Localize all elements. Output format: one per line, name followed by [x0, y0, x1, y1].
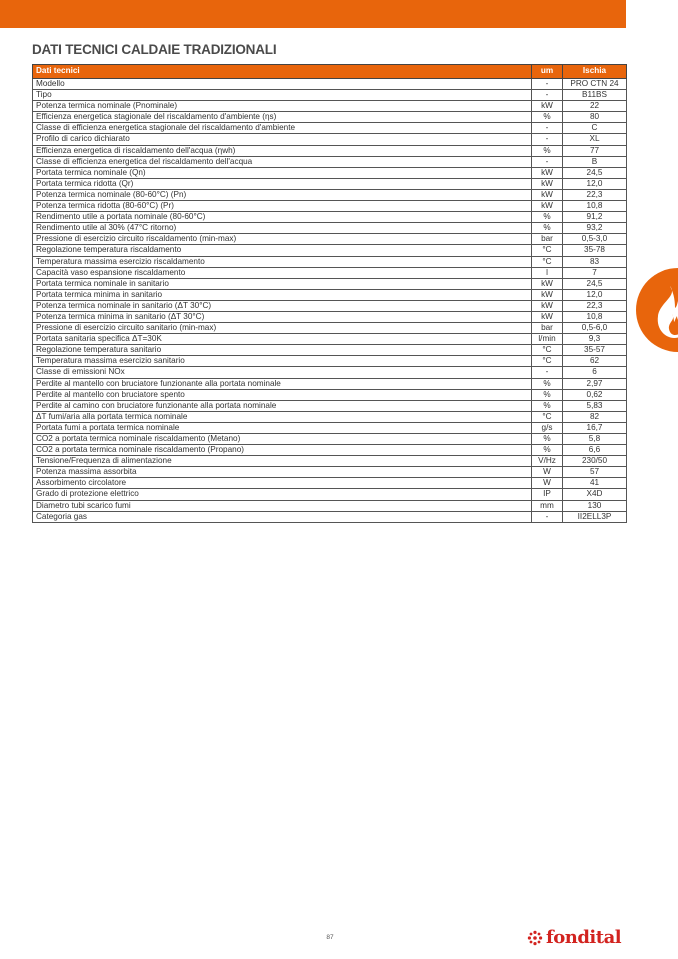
table-row — [33, 201, 627, 212]
row-value: 22,3 — [563, 189, 627, 200]
table-row — [33, 356, 627, 367]
table-row — [33, 389, 627, 400]
row-parameter: Classe di emissioni NOx — [33, 367, 532, 378]
table-row — [33, 445, 627, 456]
row-value: 9,3 — [563, 334, 627, 345]
row-unit: bar — [532, 323, 563, 334]
row-parameter: Assorbimento circolatore — [33, 478, 532, 489]
table-row — [33, 478, 627, 489]
table-row — [33, 434, 627, 445]
row-value: 77 — [563, 145, 627, 156]
row-unit: % — [532, 378, 563, 389]
top-orange-band — [0, 0, 626, 28]
table-row — [33, 456, 627, 467]
row-parameter: Regolazione temperatura riscaldamento — [33, 245, 532, 256]
row-parameter: Portata sanitaria specifica ΔT=30K — [33, 334, 532, 345]
row-unit: kW — [532, 300, 563, 311]
row-value: 10,8 — [563, 311, 627, 322]
row-value: 5,83 — [563, 400, 627, 411]
row-value: 6,6 — [563, 445, 627, 456]
row-unit: - — [532, 511, 563, 522]
row-parameter: Modello — [33, 79, 532, 90]
table-row — [33, 345, 627, 356]
row-value: 5,8 — [563, 434, 627, 445]
row-value: 10,8 — [563, 201, 627, 212]
row-unit: kW — [532, 278, 563, 289]
row-unit: kW — [532, 189, 563, 200]
row-value: 2,97 — [563, 378, 627, 389]
row-parameter: Portata termica nominale in sanitario — [33, 278, 532, 289]
row-unit: °C — [532, 245, 563, 256]
table-row — [33, 245, 627, 256]
table-row — [33, 378, 627, 389]
page-number: 87 — [326, 934, 334, 941]
row-value: B — [563, 156, 627, 167]
row-unit: % — [532, 400, 563, 411]
row-unit: kW — [532, 201, 563, 212]
row-unit: W — [532, 478, 563, 489]
table-row — [33, 467, 627, 478]
table-header-row — [33, 65, 627, 79]
row-parameter: Perdite al mantello con bruciatore funzionante alla portata nominale — [33, 378, 532, 389]
row-parameter: Potenza termica nominale (Pnominale) — [33, 101, 532, 112]
row-parameter: Perdite al camino con bruciatore funzionante alla portata nominale — [33, 400, 532, 411]
row-parameter: Tensione/Frequenza di alimentazione — [33, 456, 532, 467]
row-value: 93,2 — [563, 223, 627, 234]
table-row — [33, 234, 627, 245]
table-row — [33, 79, 627, 90]
row-parameter: Rendimento utile a portata nominale (80-60°C) — [33, 212, 532, 223]
row-value: 41 — [563, 478, 627, 489]
row-parameter: Categoria gas — [33, 511, 532, 522]
table-row — [33, 500, 627, 511]
row-parameter: Pressione di esercizio circuito sanitario (min-max) — [33, 323, 532, 334]
row-unit: l/min — [532, 334, 563, 345]
row-parameter: Temperatura massima esercizio sanitario — [33, 356, 532, 367]
row-value: 24,5 — [563, 278, 627, 289]
row-parameter: ΔT fumi/aria alla portata termica nominale — [33, 411, 532, 422]
table-row — [33, 300, 627, 311]
row-parameter: Efficienza energetica stagionale del riscaldamento d'ambiente (ηs) — [33, 112, 532, 123]
table-body — [33, 79, 627, 523]
row-value: 22,3 — [563, 300, 627, 311]
row-unit: V/Hz — [532, 456, 563, 467]
row-unit: kW — [532, 101, 563, 112]
table-row — [33, 411, 627, 422]
table-row — [33, 167, 627, 178]
row-unit: % — [532, 389, 563, 400]
row-parameter: CO2 a portata termica nominale riscaldamento (Propano) — [33, 445, 532, 456]
table-row — [33, 256, 627, 267]
row-unit: bar — [532, 234, 563, 245]
row-value: 91,2 — [563, 212, 627, 223]
row-parameter: Profilo di carico dichiarato — [33, 134, 532, 145]
row-parameter: Temperatura massima esercizio riscaldamento — [33, 256, 532, 267]
row-value: C — [563, 123, 627, 134]
table-row — [33, 156, 627, 167]
row-unit: % — [532, 445, 563, 456]
row-parameter: Capacità vaso espansione riscaldamento — [33, 267, 532, 278]
row-unit: kW — [532, 167, 563, 178]
row-value: 230/50 — [563, 456, 627, 467]
page-title: DATI TECNICI CALDAIE TRADIZIONALI — [32, 42, 277, 57]
table-row — [33, 311, 627, 322]
table-row — [33, 145, 627, 156]
table-row — [33, 223, 627, 234]
row-unit: - — [532, 90, 563, 101]
row-unit: % — [532, 223, 563, 234]
row-unit: kW — [532, 289, 563, 300]
row-parameter: Potenza termica nominale (80-60°C) (Pn) — [33, 189, 532, 200]
technical-data-table — [32, 64, 627, 523]
row-parameter: Portata termica nominale (Qn) — [33, 167, 532, 178]
row-parameter: Tipo — [33, 90, 532, 101]
table-row — [33, 511, 627, 522]
table-row — [33, 489, 627, 500]
table-row — [33, 334, 627, 345]
row-unit: kW — [532, 178, 563, 189]
brand-name: fondital — [546, 927, 622, 948]
row-value: 62 — [563, 356, 627, 367]
row-parameter: Regolazione temperatura sanitario — [33, 345, 532, 356]
row-value: 12,0 — [563, 178, 627, 189]
table-row — [33, 101, 627, 112]
table-row — [33, 134, 627, 145]
flame-badge — [636, 268, 678, 352]
row-parameter: Pressione di esercizio circuito riscaldamento (min-max) — [33, 234, 532, 245]
row-value: X4D — [563, 489, 627, 500]
row-unit: % — [532, 145, 563, 156]
row-parameter: Grado di protezione elettrico — [33, 489, 532, 500]
table-row — [33, 400, 627, 411]
row-value: 16,7 — [563, 422, 627, 433]
column-header-model: Ischia — [563, 65, 627, 79]
row-value: 24,5 — [563, 167, 627, 178]
row-parameter: Potenza termica minima in sanitario (ΔT 30°C) — [33, 311, 532, 322]
row-unit: kW — [532, 311, 563, 322]
row-unit: - — [532, 367, 563, 378]
table-row — [33, 178, 627, 189]
row-value: 7 — [563, 267, 627, 278]
row-parameter: Potenza massima assorbita — [33, 467, 532, 478]
fondital-flower-logo-icon — [527, 930, 543, 946]
row-parameter: Portata termica ridotta (Qr) — [33, 178, 532, 189]
row-value: 35-57 — [563, 345, 627, 356]
row-unit: - — [532, 134, 563, 145]
table-row — [33, 278, 627, 289]
row-unit: % — [532, 112, 563, 123]
column-header-unit: um — [532, 65, 563, 79]
row-parameter: Portata fumi a portata termica nominale — [33, 422, 532, 433]
row-unit: mm — [532, 500, 563, 511]
row-value: 6 — [563, 367, 627, 378]
row-value: 0,62 — [563, 389, 627, 400]
row-value: XL — [563, 134, 627, 145]
table-row — [33, 123, 627, 134]
row-value: B11BS — [563, 90, 627, 101]
table-row — [33, 267, 627, 278]
row-parameter: Classe di efficienza energetica del riscaldamento dell'acqua — [33, 156, 532, 167]
row-unit: l — [532, 267, 563, 278]
row-unit: % — [532, 212, 563, 223]
table-row — [33, 189, 627, 200]
row-unit: g/s — [532, 422, 563, 433]
row-unit: - — [532, 79, 563, 90]
table-row — [33, 212, 627, 223]
row-value: 83 — [563, 256, 627, 267]
brand-logo — [527, 928, 621, 948]
row-value: 57 — [563, 467, 627, 478]
row-unit: % — [532, 434, 563, 445]
row-unit: °C — [532, 345, 563, 356]
row-value: 0,5-3,0 — [563, 234, 627, 245]
row-parameter: Classe di efficienza energetica stagionale del riscaldamento d'ambiente — [33, 123, 532, 134]
row-unit: W — [532, 467, 563, 478]
table-row — [33, 367, 627, 378]
row-parameter: CO2 a portata termica nominale riscaldamento (Metano) — [33, 434, 532, 445]
row-unit: °C — [532, 256, 563, 267]
row-parameter: Portata termica minima in sanitario — [33, 289, 532, 300]
row-value: 22 — [563, 101, 627, 112]
table-row — [33, 90, 627, 101]
row-value: 82 — [563, 411, 627, 422]
row-value: II2ELL3P — [563, 511, 627, 522]
row-value: 35-78 — [563, 245, 627, 256]
table-row — [33, 323, 627, 334]
table-row — [33, 112, 627, 123]
row-value: 12,0 — [563, 289, 627, 300]
flame-icon — [648, 284, 678, 340]
row-parameter: Potenza termica nominale in sanitario (ΔT 30°C) — [33, 300, 532, 311]
row-parameter: Efficienza energetica di riscaldamento dell'acqua (ηwh) — [33, 145, 532, 156]
table-row — [33, 289, 627, 300]
row-parameter: Diametro tubi scarico fumi — [33, 500, 532, 511]
row-unit: - — [532, 156, 563, 167]
table-row — [33, 422, 627, 433]
row-parameter: Rendimento utile al 30% (47°C ritorno) — [33, 223, 532, 234]
row-unit: °C — [532, 356, 563, 367]
row-parameter: Potenza termica ridotta (80-60°C) (Pr) — [33, 201, 532, 212]
row-value: 0,5-6,0 — [563, 323, 627, 334]
column-header-parameter: Dati tecnici — [33, 65, 532, 79]
row-value: 130 — [563, 500, 627, 511]
row-value: PRO CTN 24 — [563, 79, 627, 90]
row-parameter: Perdite al mantello con bruciatore spento — [33, 389, 532, 400]
row-value: 80 — [563, 112, 627, 123]
row-unit: IP — [532, 489, 563, 500]
row-unit: - — [532, 123, 563, 134]
row-unit: °C — [532, 411, 563, 422]
